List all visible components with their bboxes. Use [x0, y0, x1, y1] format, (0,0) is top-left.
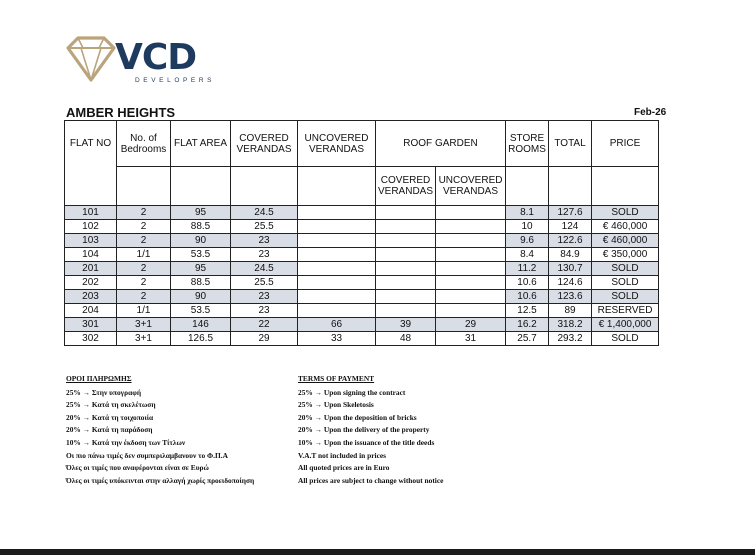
- cell-bedrooms: 2: [117, 234, 171, 248]
- cell-price: SOLD: [592, 332, 659, 346]
- cell-roof-covered: [376, 262, 436, 276]
- subheader-empty: [117, 167, 171, 206]
- cell-store-rooms: 12.5: [506, 304, 549, 318]
- header-flat-no: [65, 121, 117, 206]
- cell-covered-verandas: 23: [231, 234, 298, 248]
- cell-total: 122.6: [549, 234, 592, 248]
- cell-store-rooms: 10: [506, 220, 549, 234]
- header-total: [549, 121, 592, 167]
- cell-flat-no: 202: [65, 276, 117, 290]
- cell-store-rooms: 16.2: [506, 318, 549, 332]
- cell-total: 293.2: [549, 332, 592, 346]
- cell-uncovered-verandas: [298, 262, 376, 276]
- cell-flat-area: 126.5: [171, 332, 231, 346]
- cell-roof-uncovered: [436, 220, 506, 234]
- cell-uncovered-verandas: [298, 234, 376, 248]
- cell-total: 124: [549, 220, 592, 234]
- header-store-rooms-label: STORE ROOMS: [508, 132, 546, 155]
- cell-roof-covered: [376, 290, 436, 304]
- cell-store-rooms: 8.1: [506, 206, 549, 220]
- cell-flat-area: 53.5: [171, 248, 231, 262]
- header-roof-garden-label: ROOF GARDEN: [403, 138, 478, 149]
- cell-flat-no: 204: [65, 304, 117, 318]
- terms-english-line: 20% → Upon the deposition of bricks: [298, 412, 417, 422]
- cell-price: SOLD: [592, 276, 659, 290]
- cell-flat-no: 101: [65, 206, 117, 220]
- cell-flat-area: 90: [171, 290, 231, 304]
- cell-roof-uncovered: [436, 276, 506, 290]
- terms-greek-heading: ΟΡΟΙ ΠΛΗΡΩΜΗΣ: [66, 374, 132, 383]
- cell-price: RESERVED: [592, 304, 659, 318]
- cell-roof-uncovered: [436, 290, 506, 304]
- cell-bedrooms: 3+1: [117, 332, 171, 346]
- cell-bedrooms: 2: [117, 220, 171, 234]
- subheader-empty: [506, 167, 549, 206]
- header-bedrooms-label: No. of Bedrooms: [120, 132, 167, 155]
- cell-uncovered-verandas: [298, 206, 376, 220]
- cell-roof-covered: [376, 304, 436, 318]
- cell-covered-verandas: 24.5: [231, 262, 298, 276]
- terms-greek-line: Όλες οι τιμές υπόκεινται στην αλλαγή χωρίς προειδοποίηση: [66, 475, 255, 485]
- header-uncovered-verandas: [298, 121, 376, 167]
- cell-roof-uncovered: [436, 206, 506, 220]
- table-row: [65, 220, 659, 234]
- cell-covered-verandas: 23: [231, 290, 298, 304]
- cell-covered-verandas: 24.5: [231, 206, 298, 220]
- subheader-empty: [298, 167, 376, 206]
- cell-flat-no: 104: [65, 248, 117, 262]
- cell-flat-area: 95: [171, 206, 231, 220]
- terms-english-line: All quoted prices are in Euro: [298, 463, 390, 473]
- cell-price: SOLD: [592, 262, 659, 276]
- subheader-empty: [171, 167, 231, 206]
- cell-uncovered-verandas: [298, 276, 376, 290]
- subheader-empty: [231, 167, 298, 206]
- cell-covered-verandas: 25.5: [231, 220, 298, 234]
- cell-flat-no: 201: [65, 262, 117, 276]
- cell-bedrooms: 1/1: [117, 248, 171, 262]
- header-roof-covered: [376, 167, 436, 206]
- subheader-empty: [549, 167, 592, 206]
- cell-flat-area: 90: [171, 234, 231, 248]
- cell-total: 124.6: [549, 276, 592, 290]
- cell-price: € 460,000: [592, 234, 659, 248]
- cell-covered-verandas: 25.5: [231, 276, 298, 290]
- header-flat-area-label: FLAT AREA: [174, 138, 227, 149]
- cell-store-rooms: 10.6: [506, 276, 549, 290]
- table-row: [65, 276, 659, 290]
- cell-roof-covered: 48: [376, 332, 436, 346]
- header-price: [592, 121, 659, 167]
- cell-covered-verandas: 29: [231, 332, 298, 346]
- cell-uncovered-verandas: [298, 290, 376, 304]
- table-row: [65, 332, 659, 346]
- cell-flat-area: 88.5: [171, 220, 231, 234]
- cell-roof-uncovered: [436, 304, 506, 318]
- cell-bedrooms: 2: [117, 290, 171, 304]
- cell-roof-uncovered: 29: [436, 318, 506, 332]
- subheader-empty: [592, 167, 659, 206]
- brand-name: VCD: [115, 37, 197, 78]
- terms-english-line: 25% → Upon Skeletosis: [298, 400, 374, 410]
- cell-bedrooms: 1/1: [117, 304, 171, 318]
- cell-flat-area: 146: [171, 318, 231, 332]
- header-bedrooms: [117, 121, 171, 167]
- terms-english-line: 25% → Upon signing the contract: [298, 387, 406, 397]
- header-uncovered-verandas-label: UNCOVERED VERANDAS: [304, 132, 369, 155]
- cell-flat-area: 95: [171, 262, 231, 276]
- cell-flat-area: 53.5: [171, 304, 231, 318]
- cell-price: € 350,000: [592, 248, 659, 262]
- cell-uncovered-verandas: [298, 220, 376, 234]
- terms-english-heading: TERMS OF PAYMENT: [298, 374, 375, 383]
- project-date: Feb-26: [634, 107, 667, 118]
- cell-roof-uncovered: [436, 262, 506, 276]
- cell-bedrooms: 2: [117, 262, 171, 276]
- header-price-label: PRICE: [609, 138, 641, 149]
- terms-greek-line: 25% → Κατά τη σκελέτωση: [66, 400, 156, 410]
- cell-flat-area: 88.5: [171, 276, 231, 290]
- cell-flat-no: 302: [65, 332, 117, 346]
- terms-greek-line: Όλες οι τιμές που αναφέρονται είναι σε Ευρώ: [66, 463, 209, 473]
- terms-english-line: 10% → Upon the issuance of the title deeds: [298, 437, 435, 447]
- terms-greek-line: 10% → Κατά την έκδοση των Τίτλων: [66, 437, 186, 447]
- cell-bedrooms: 2: [117, 206, 171, 220]
- table-row: [65, 248, 659, 262]
- payment-terms-english: [298, 373, 443, 487]
- cell-roof-covered: [376, 234, 436, 248]
- header-total-label: TOTAL: [554, 138, 586, 149]
- cell-total: 127.6: [549, 206, 592, 220]
- diamond-logo-icon: [64, 34, 120, 84]
- cell-roof-uncovered: [436, 234, 506, 248]
- cell-roof-uncovered: [436, 248, 506, 262]
- cell-bedrooms: 2: [117, 276, 171, 290]
- table-row: [65, 206, 659, 220]
- header-flat-area: [171, 121, 231, 167]
- cell-uncovered-verandas: 66: [298, 318, 376, 332]
- header-row: [65, 121, 659, 167]
- terms-english-line: V.A.T not included in prices: [298, 450, 387, 460]
- cell-store-rooms: 10.6: [506, 290, 549, 304]
- table-row: [65, 262, 659, 276]
- cell-price: SOLD: [592, 206, 659, 220]
- cell-total: 130.7: [549, 262, 592, 276]
- cell-flat-no: 203: [65, 290, 117, 304]
- payment-terms-greek: [66, 373, 254, 487]
- cell-roof-covered: [376, 206, 436, 220]
- header-flat-no-label: FLAT NO: [69, 138, 112, 149]
- cell-price: SOLD: [592, 290, 659, 304]
- header-roof-uncovered-label: UNCOVERED VERANDAS: [438, 175, 503, 197]
- terms-greek-line: 20% → Κατά τη τοιχοποιία: [66, 412, 154, 422]
- table-row: [65, 304, 659, 318]
- cell-roof-covered: [376, 248, 436, 262]
- cell-store-rooms: 8.4: [506, 248, 549, 262]
- cell-bedrooms: 3+1: [117, 318, 171, 332]
- cell-roof-covered: [376, 276, 436, 290]
- cell-flat-no: 301: [65, 318, 117, 332]
- cell-total: 123.6: [549, 290, 592, 304]
- terms-english-line: 20% → Upon the delivery of the property: [298, 425, 430, 435]
- cell-covered-verandas: 23: [231, 304, 298, 318]
- terms-greek-line: Οι πιο πάνω τιμές δεν συμπεριλαμβανουν το Φ.Π.Α: [66, 450, 228, 460]
- header-covered-verandas-label: COVERED VERANDAS: [236, 132, 292, 155]
- cell-price: € 460,000: [592, 220, 659, 234]
- cell-flat-no: 103: [65, 234, 117, 248]
- cell-roof-covered: 39: [376, 318, 436, 332]
- cell-store-rooms: 11.2: [506, 262, 549, 276]
- brand-subtitle: DEVELOPERS: [135, 77, 216, 84]
- cell-total: 89: [549, 304, 592, 318]
- cell-store-rooms: 9.6: [506, 234, 549, 248]
- table-row: [65, 290, 659, 304]
- cell-total: 84.9: [549, 248, 592, 262]
- vcd-logo: [64, 34, 214, 90]
- cell-price: € 1,400,000: [592, 318, 659, 332]
- terms-english-line: All prices are subject to change without notice: [298, 475, 444, 485]
- subheader-row: [65, 167, 659, 206]
- bottom-bar: [0, 549, 755, 555]
- cell-roof-covered: [376, 220, 436, 234]
- header-covered-verandas: [231, 121, 298, 167]
- cell-store-rooms: 25.7: [506, 332, 549, 346]
- cell-uncovered-verandas: [298, 248, 376, 262]
- cell-flat-no: 102: [65, 220, 117, 234]
- table-row: [65, 234, 659, 248]
- header-roof-uncovered: [436, 167, 506, 206]
- project-title: AMBER HEIGHTS: [66, 105, 176, 120]
- table-row: [65, 318, 659, 332]
- header-roof-garden: [376, 121, 506, 167]
- terms-greek-line: 25% → Στην υπογραφή: [66, 387, 142, 397]
- cell-covered-verandas: 23: [231, 248, 298, 262]
- cell-total: 318.2: [549, 318, 592, 332]
- cell-uncovered-verandas: [298, 304, 376, 318]
- header-roof-covered-label: COVERED VERANDAS: [378, 175, 434, 197]
- cell-uncovered-verandas: 33: [298, 332, 376, 346]
- cell-covered-verandas: 22: [231, 318, 298, 332]
- price-list-table: [64, 120, 659, 346]
- cell-roof-uncovered: 31: [436, 332, 506, 346]
- terms-greek-line: 20% → Κατά τη παράδοση: [66, 425, 153, 435]
- header-store-rooms: [506, 121, 549, 167]
